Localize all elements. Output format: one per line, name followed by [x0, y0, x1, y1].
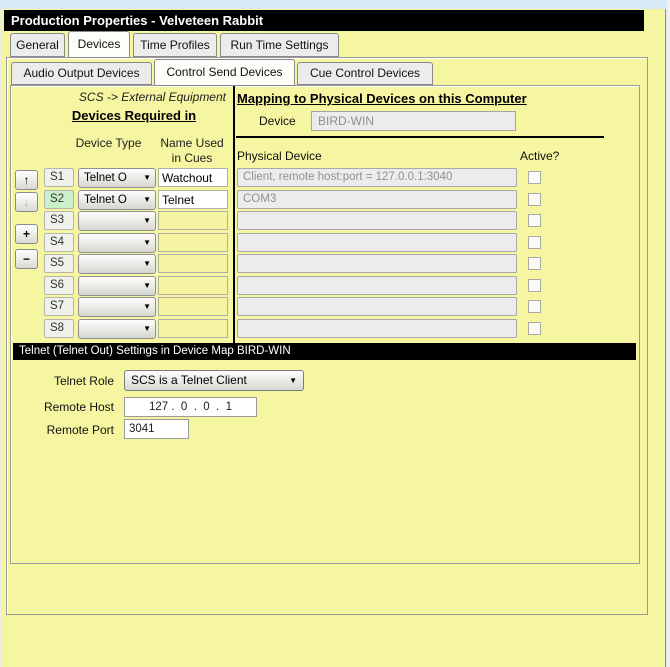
device-row-id: S4 — [44, 233, 74, 252]
device-map-label: Device — [259, 114, 296, 128]
remote-port-label: Remote Port — [46, 423, 114, 437]
chevron-down-icon: ▼ — [289, 376, 297, 385]
tab-control-send-devices[interactable]: Control Send Devices — [154, 59, 295, 86]
tab-run-time-settings[interactable]: Run Time Settings — [220, 33, 339, 57]
device-name-input[interactable] — [158, 190, 228, 209]
column-header-active: Active? — [520, 149, 560, 163]
telnet-settings-bar: Telnet (Telnet Out) Settings in Device Map BIRD-WIN — [13, 343, 636, 360]
move-down-button: ↓ — [15, 192, 38, 212]
column-header-physical-device: Physical Device — [237, 149, 322, 163]
device-type-dropdown[interactable] — [78, 254, 156, 274]
left-panel-heading: Devices Required in — [71, 108, 197, 123]
device-name-input — [158, 211, 228, 230]
column-header-device-type: Device Type — [75, 136, 142, 150]
active-checkbox[interactable] — [528, 193, 541, 206]
chevron-down-icon: ▼ — [143, 259, 151, 268]
device-row-id: S3 — [44, 211, 74, 230]
active-checkbox[interactable] — [528, 257, 541, 270]
tab-time-profiles[interactable]: Time Profiles — [133, 33, 217, 57]
tab-audio-output-devices[interactable]: Audio Output Devices — [11, 62, 152, 85]
device-map-name-field: BIRD-WIN — [311, 111, 516, 131]
device-name-input — [158, 233, 228, 252]
devices-tab-page — [6, 57, 648, 615]
active-checkbox[interactable] — [528, 279, 541, 292]
mapping-divider — [236, 136, 604, 138]
production-properties-dialog — [0, 9, 666, 667]
physical-device-field — [237, 211, 517, 230]
tab-general[interactable]: General — [10, 33, 65, 57]
device-type-dropdown[interactable] — [78, 211, 156, 231]
chevron-down-icon: ▼ — [143, 324, 151, 333]
tab-cue-control-devices[interactable]: Cue Control Devices — [297, 62, 433, 85]
chevron-down-icon: ▼ — [143, 173, 151, 182]
remote-host-label: Remote Host — [43, 400, 114, 414]
physical-device-field: Client, remote host:port = 127.0.0.1:3040 — [237, 168, 517, 187]
mapping-heading: Mapping to Physical Devices on this Computer — [237, 91, 527, 106]
window-title: Production Properties - Velveteen Rabbit — [11, 13, 264, 28]
device-type-dropdown[interactable] — [78, 319, 156, 339]
chevron-down-icon: ▼ — [143, 216, 151, 225]
active-checkbox[interactable] — [528, 322, 541, 335]
window-titlebar[interactable] — [4, 10, 644, 31]
device-name-input — [158, 254, 228, 273]
remote-port-input[interactable] — [124, 419, 189, 439]
device-type-dropdown[interactable] — [78, 276, 156, 296]
device-type-dropdown[interactable]: Telnet O ▼ — [78, 190, 156, 210]
physical-device-field — [237, 319, 517, 338]
physical-device-field — [237, 254, 517, 273]
remove-device-button[interactable]: − — [15, 249, 38, 269]
control-send-devices-page — [10, 85, 640, 564]
device-type-dropdown[interactable] — [78, 233, 156, 253]
device-name-input[interactable] — [158, 168, 228, 187]
physical-device-field — [237, 233, 517, 252]
physical-device-field: COM3 — [237, 190, 517, 209]
chevron-down-icon: ▼ — [143, 281, 151, 290]
device-type-dropdown[interactable]: Telnet O ▼ — [78, 168, 156, 188]
active-checkbox[interactable] — [528, 171, 541, 184]
chevron-down-icon: ▼ — [143, 238, 151, 247]
device-name-input — [158, 297, 228, 316]
active-checkbox[interactable] — [528, 300, 541, 313]
panel-divider — [233, 86, 235, 343]
device-name-input — [158, 319, 228, 338]
device-row-id: S2 — [44, 190, 74, 209]
add-device-button[interactable]: + — [15, 224, 38, 244]
move-up-button[interactable]: ↑ — [15, 170, 38, 190]
physical-device-field — [237, 297, 517, 316]
remote-host-input[interactable] — [124, 397, 257, 417]
column-header-name-used: Name Used in Cues — [160, 136, 224, 165]
device-row-id: S8 — [44, 319, 74, 338]
device-row-id: S7 — [44, 297, 74, 316]
left-panel-subheading: SCS -> External Equipment — [78, 90, 226, 104]
device-type-dropdown[interactable] — [78, 297, 156, 317]
active-checkbox[interactable] — [528, 214, 541, 227]
device-row-id: S5 — [44, 254, 74, 273]
tab-devices[interactable]: Devices — [68, 31, 130, 58]
device-row-id: S6 — [44, 276, 74, 295]
device-name-input — [158, 276, 228, 295]
chevron-down-icon: ▼ — [143, 302, 151, 311]
telnet-role-dropdown[interactable]: SCS is a Telnet Client ▼ — [124, 370, 304, 391]
physical-device-field — [237, 276, 517, 295]
chevron-down-icon: ▼ — [143, 195, 151, 204]
device-row-id: S1 — [44, 168, 74, 187]
telnet-role-label: Telnet Role — [53, 374, 114, 388]
active-checkbox[interactable] — [528, 236, 541, 249]
